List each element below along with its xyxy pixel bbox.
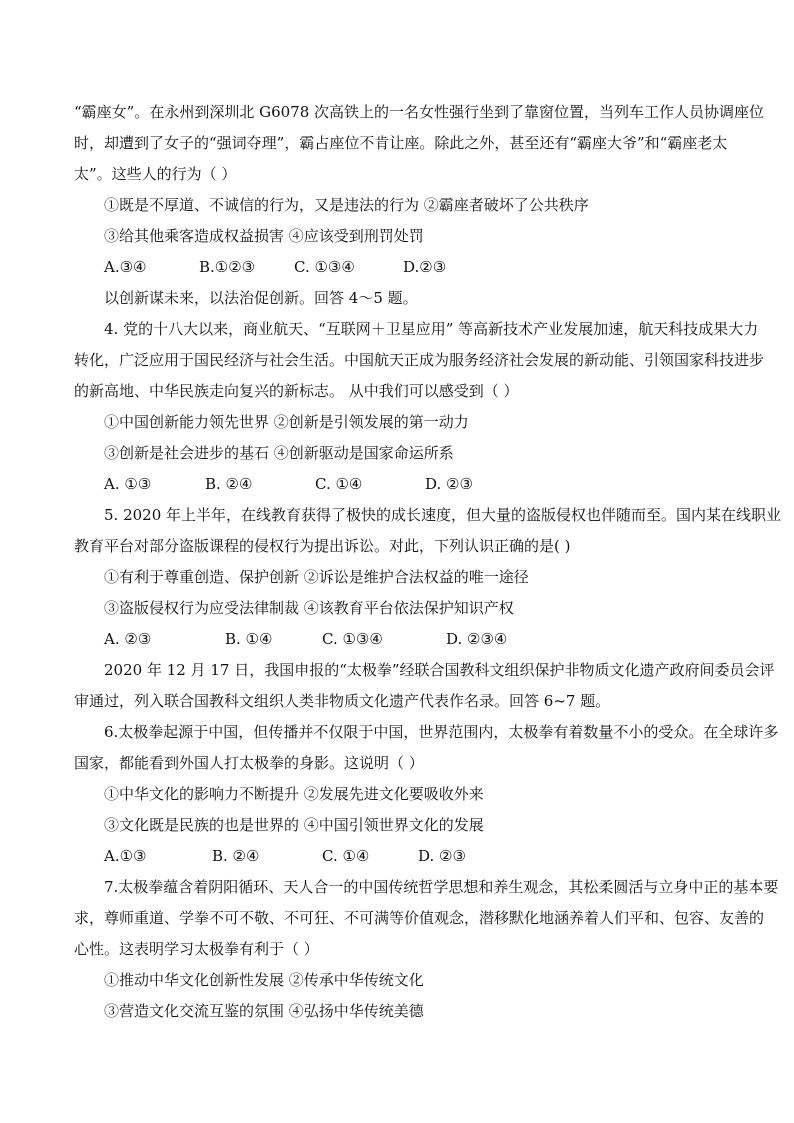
option-b: B. ②④ <box>212 847 260 865</box>
option-c: C. ①④ <box>315 475 363 493</box>
option-d: D. ②③ <box>418 847 466 865</box>
question-5-statements <box>74 562 754 624</box>
option-d: D.②③ <box>403 258 447 276</box>
statement-line: ③创新是社会进步的基石 ④创新驱动是国家命运所系 <box>104 444 454 462</box>
question-5-stem <box>74 500 782 562</box>
statement-line: ③文化既是民族的也是世界的 ④中国引领世界文化的发展 <box>104 816 484 834</box>
stem-line: 7.太极拳蕴含着阴阳循环、天人合一的中国传统哲学思想和养生观念，其松柔圆活与立身中正的基本要 <box>104 878 779 896</box>
section-intro-4-5 <box>74 283 754 314</box>
question-3-statements <box>74 190 754 252</box>
stem-line: 时，却遭到了女子的“强词夺理”，霸占座位不肯让座。除此之外，甚至还有“霸座大爷”和“霸座老太 <box>74 134 728 152</box>
statement-line: ③营造文化交流互鉴的氛围 ④弘扬中华传统美德 <box>104 1002 424 1020</box>
stem-line: 的新高地、中华民族走向复兴的新标志。 从中我们可以感受到（ ） <box>74 382 519 400</box>
question-6-stem <box>74 717 779 779</box>
statement-line: ①中国创新能力领先世界 ②创新是引领发展的第一动力 <box>104 413 469 431</box>
question-4-stem <box>74 314 765 407</box>
stem-line: 转化，广泛应用于国民经济与社会生活。中国航天正成为服务经济社会发展的新动能、引领国家科技进步 <box>74 351 765 369</box>
stem-line: “霸座女”。在永州到深圳北 G6078 次高铁上的一名女性强行坐到了靠窗位置，当列车工作人员协调座位 <box>74 103 765 121</box>
section-line: 2020 年 12 月 17 日，我国申报的“太极拳”经联合国教科文组织保护非物质文化遗产政府间委员会评 <box>104 661 775 679</box>
option-c: C. ①③④ <box>294 258 355 276</box>
question-6-statements <box>74 779 754 841</box>
option-b: B.①②③ <box>199 258 256 276</box>
stem-line: 教育平台对部分盗版课程的侵权行为提出诉讼。对此，下列认识正确的是( ) <box>74 537 571 555</box>
option-b: B. ①④ <box>225 630 273 648</box>
stem-line: 心性。这表明学习太极拳有利于（ ） <box>74 940 319 958</box>
option-a: A.③④ <box>104 258 147 276</box>
option-a: A.①③ <box>104 847 147 865</box>
stem-line: 5. 2020 年上半年，在线教育获得了极快的成长速度，但大量的盗版侵权也伴随而至。国内某在线职业 <box>104 506 782 524</box>
section-line: 审通过，列入联合国教科文组织人类非物质文化遗产代表作名录。回答 6~7 题。 <box>74 692 611 710</box>
option-c: C. ①③④ <box>322 630 383 648</box>
statement-line: ③给其他乘客造成权益损害 ④应该受到刑罚处罚 <box>104 227 424 245</box>
question-7-statements <box>74 965 754 1027</box>
option-a: A. ②③ <box>104 630 152 648</box>
option-a: A. ①③ <box>104 475 152 493</box>
option-c: C. ①④ <box>322 847 370 865</box>
statement-line: ①中华文化的影响力不断提升 ②发展先进文化要吸收外来 <box>104 785 484 803</box>
stem-line: 国家，都能看到外国人打太极拳的身影。这说明（ ） <box>74 754 424 772</box>
statement-line: ①既是不厚道、不诚信的行为，又是违法的行为 ②霸座者破坏了公共秩序 <box>104 196 589 214</box>
question-7-stem <box>74 872 779 965</box>
question-4-statements <box>74 407 754 469</box>
statement-line: ①有利于尊重创造、保护创新 ②诉讼是维护合法权益的唯一途径 <box>104 568 529 586</box>
stem-line: 4. 党的十八大以来，商业航天、“互联网＋卫星应用” 等高新技术产业发展加速，航天科技成果大力 <box>104 320 759 338</box>
option-b: B. ②④ <box>205 475 253 493</box>
question-3-stem <box>74 97 765 190</box>
stem-line: 太”。这些人的行为（ ） <box>74 165 237 183</box>
section-intro-6-7 <box>74 655 775 717</box>
section-text: 以创新谋未来，以法治促创新。回答 4～5 题。 <box>104 289 418 307</box>
stem-line: 求，尊师重道、学拳不可不敬、不可狂、不可满等价值观念，潜移默化地涵养着人们平和、包容、友善的 <box>74 909 765 927</box>
statement-line: ①推动中华文化创新性发展 ②传承中华传统文化 <box>104 971 424 989</box>
statement-line: ③盗版侵权行为应受法律制裁 ④该教育平台依法保护知识产权 <box>104 599 514 617</box>
option-d: D. ②③ <box>425 475 473 493</box>
option-d: D. ②③④ <box>446 630 508 648</box>
stem-line: 6.太极拳起源于中国，但传播并不仅限于中国，世界范围内，太极拳有着数量不小的受众。在全球许多 <box>104 723 779 741</box>
